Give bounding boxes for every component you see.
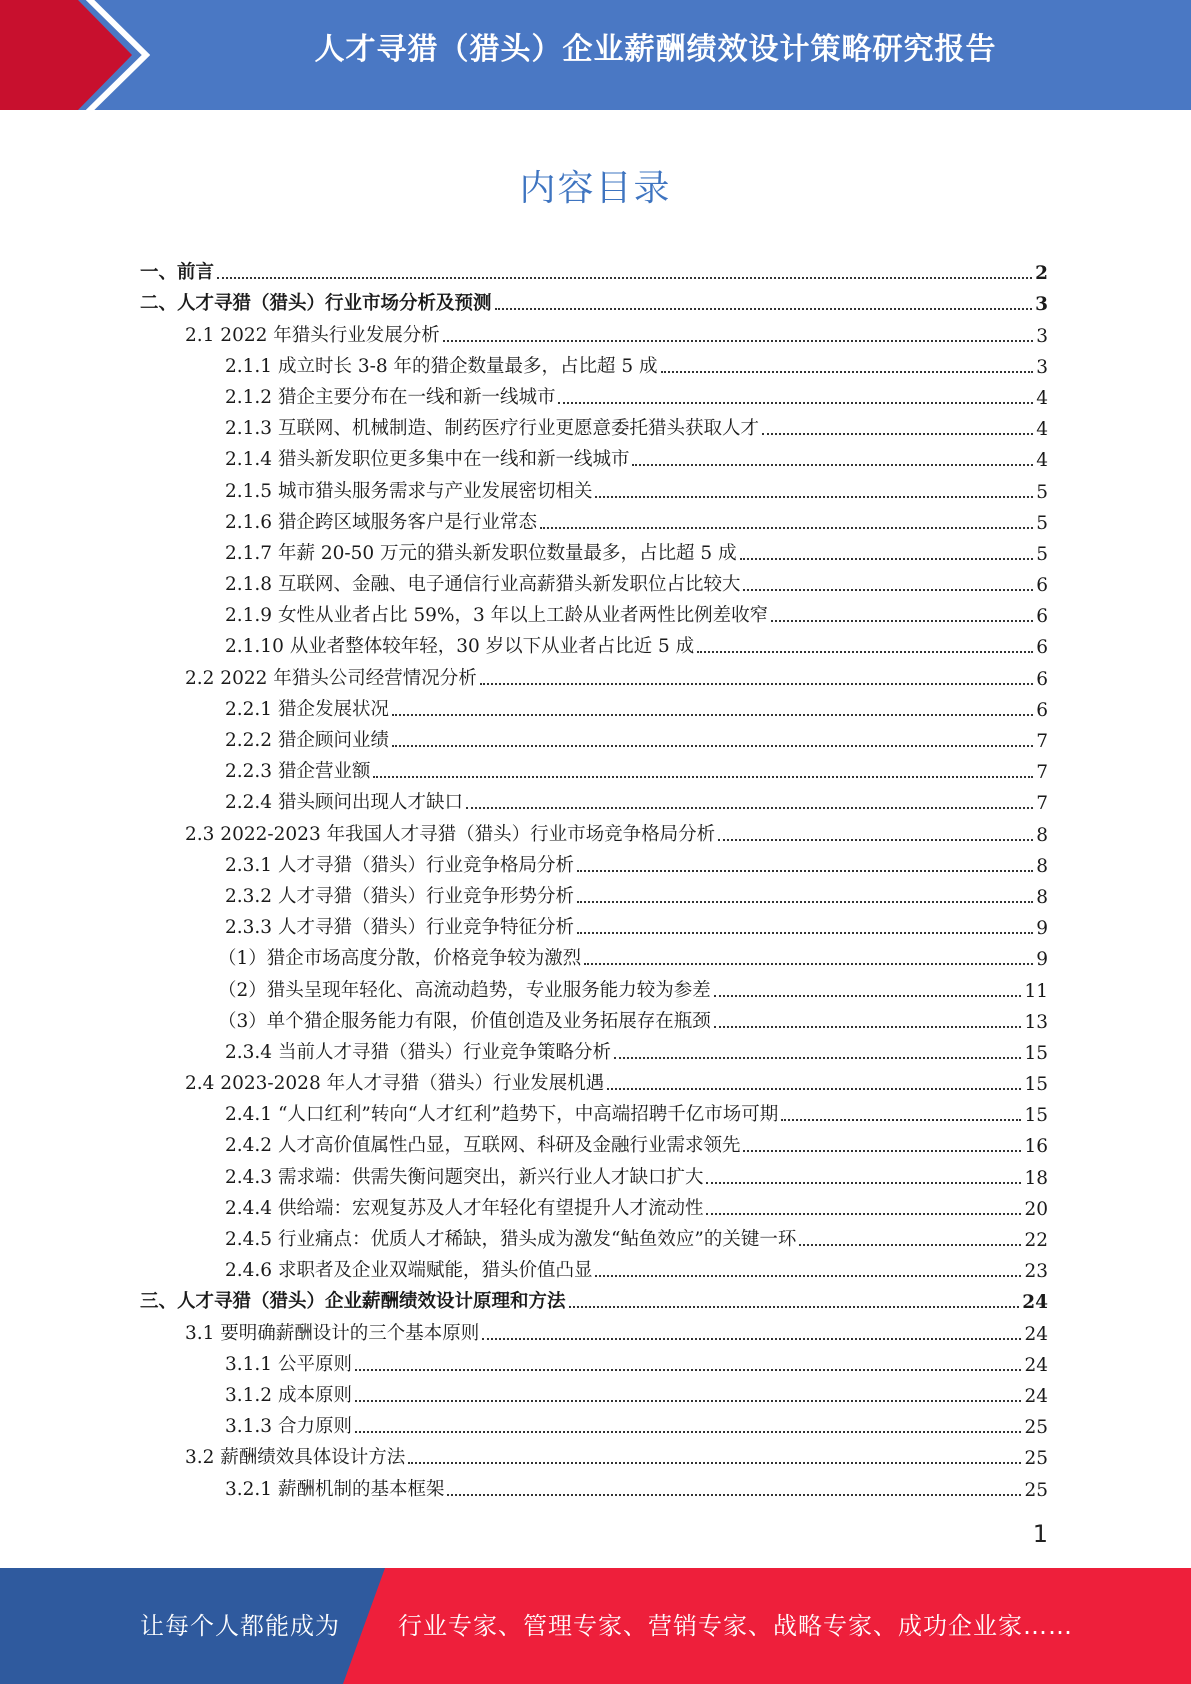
toc-entry[interactable] xyxy=(140,315,1048,346)
toc-entry-page: 8 xyxy=(1036,855,1048,877)
toc-entry-title: 2.4.3 需求端：供需失衡问题突出，新兴行业人才缺口扩大 xyxy=(225,1166,704,1188)
toc-entry-page: 4 xyxy=(1036,450,1048,472)
toc-entry[interactable] xyxy=(140,1469,1048,1500)
toc-dot-leader xyxy=(355,1369,1022,1371)
toc-entry-title: 2.1 2022 年猎头行业发展分析 xyxy=(185,324,440,346)
toc-entry-title: 3.1 要明确薪酬设计的三个基本原则 xyxy=(185,1322,480,1344)
toc-entry[interactable] xyxy=(140,658,1048,689)
toc-dot-leader xyxy=(595,496,1033,498)
toc-entry-page: 11 xyxy=(1024,980,1048,1002)
toc-dot-leader xyxy=(706,1182,1021,1184)
toc-entry-page: 3 xyxy=(1036,356,1048,378)
toc-dot-leader xyxy=(595,1275,1021,1277)
toc-entry[interactable] xyxy=(140,627,1048,658)
toc-dot-leader xyxy=(558,402,1033,404)
toc-dot-leader xyxy=(569,1306,1020,1308)
toc-entry[interactable] xyxy=(140,534,1048,565)
toc-entry-title: 2.1.4 猎头新发职位更多集中在一线和新一线城市 xyxy=(225,449,630,471)
toc-entry[interactable] xyxy=(140,1376,1048,1407)
toc-entry-page: 24 xyxy=(1024,1323,1048,1345)
table-of-contents xyxy=(140,253,1048,1501)
toc-dot-leader xyxy=(495,308,1033,310)
toc-dot-leader xyxy=(540,527,1033,529)
toc-entry-page: 5 xyxy=(1036,481,1048,503)
toc-entry[interactable] xyxy=(140,1095,1048,1126)
toc-entry[interactable] xyxy=(140,1157,1048,1188)
toc-entry-page: 23 xyxy=(1024,1261,1048,1283)
document-title: 人才寻猎（猎头）企业薪酬绩效设计策略研究报告 xyxy=(314,32,997,67)
toc-entry-page: 8 xyxy=(1036,886,1048,908)
toc-entry[interactable] xyxy=(140,814,1048,845)
toc-entry-title: 2.1.7 年薪 20-50 万元的猎头新发职位数量最多，占比超 5 成 xyxy=(225,542,737,564)
toc-entry-page: 4 xyxy=(1036,387,1048,409)
footer-slogan-right: 行业专家、管理专家、营销专家、战略专家、成功企业家…… xyxy=(398,1612,1073,1640)
toc-entry-page: 4 xyxy=(1036,419,1048,441)
toc-entry-title: 3.1.2 成本原则 xyxy=(225,1384,352,1406)
toc-entry[interactable] xyxy=(140,1313,1048,1344)
toc-entry-title: 3.2 薪酬绩效具体设计方法 xyxy=(185,1447,406,1469)
toc-entry-page: 24 xyxy=(1022,1292,1048,1314)
toc-entry-title: 2.2.4 猎头顾问出现人才缺口 xyxy=(225,792,463,814)
toc-dot-leader xyxy=(714,1026,1022,1028)
toc-entry[interactable] xyxy=(140,1126,1048,1157)
toc-dot-leader xyxy=(577,870,1033,872)
toc-dot-leader xyxy=(373,776,1033,778)
toc-entry[interactable] xyxy=(140,752,1048,783)
toc-entry-title: （3）单个猎企服务能力有限，价值创造及业务拓展存在瓶颈 xyxy=(218,1010,711,1032)
toc-entry[interactable] xyxy=(140,1438,1048,1469)
toc-dot-leader xyxy=(714,995,1022,997)
toc-entry-page: 5 xyxy=(1036,543,1048,565)
toc-entry-title: 2.3.4 当前人才寻猎（猎头）行业竞争策略分析 xyxy=(225,1041,611,1063)
toc-entry[interactable] xyxy=(140,1064,1048,1095)
toc-entry-page: 6 xyxy=(1036,699,1048,721)
toc-entry-title: 2.3.1 人才寻猎（猎头）行业竞争格局分析 xyxy=(225,854,574,876)
toc-entry-title: 2.3 2022-2023 年我国人才寻猎（猎头）行业市场竞争格局分析 xyxy=(185,823,716,845)
toc-entry[interactable] xyxy=(140,440,1048,471)
toc-entry-page: 7 xyxy=(1036,762,1048,784)
toc-entry-page: 7 xyxy=(1036,793,1048,815)
toc-entry[interactable] xyxy=(140,877,1048,908)
toc-entry[interactable] xyxy=(140,846,1048,877)
toc-entry-title: 2.2.2 猎企顾问业绩 xyxy=(225,730,389,751)
toc-dot-leader xyxy=(466,807,1033,809)
toc-entry-title: （1）猎企市场高度分散，价格竞争较为激烈 xyxy=(218,948,582,970)
toc-dot-leader xyxy=(217,277,1032,279)
toc-entry-page: 7 xyxy=(1036,731,1048,752)
toc-entry-page: 5 xyxy=(1036,512,1048,534)
toc-entry[interactable] xyxy=(140,347,1048,378)
toc-dot-leader xyxy=(480,683,1033,685)
toc-dot-leader xyxy=(607,1088,1021,1090)
toc-entry-title: 2.4 2023-2028 年人才寻猎（猎头）行业发展机遇 xyxy=(185,1073,605,1095)
toc-entry-page: 16 xyxy=(1024,1136,1048,1158)
toc-dot-leader xyxy=(743,1150,1021,1152)
toc-entry-page: 15 xyxy=(1024,1074,1048,1096)
page-footer xyxy=(0,1568,1191,1684)
toc-dot-leader xyxy=(447,1494,1021,1496)
toc-dot-leader xyxy=(584,963,1033,965)
toc-entry[interactable] xyxy=(140,908,1048,939)
toc-entry-page: 15 xyxy=(1024,1042,1048,1064)
toc-entry[interactable] xyxy=(140,783,1048,814)
toc-entry-page: 18 xyxy=(1024,1167,1048,1189)
header-arrow-decoration xyxy=(0,0,150,110)
toc-entry-title: 2.1.2 猎企主要分布在一线和新一线城市 xyxy=(225,386,556,408)
toc-dot-leader xyxy=(743,589,1033,591)
toc-entry-page: 3 xyxy=(1035,294,1048,316)
toc-entry[interactable] xyxy=(140,471,1048,502)
toc-dot-leader xyxy=(771,620,1033,622)
toc-dot-leader xyxy=(632,464,1033,466)
toc-dot-leader xyxy=(762,433,1033,435)
toc-entry[interactable] xyxy=(140,253,1048,284)
toc-entry-title: 2.1.10 从业者整体较年轻，30 岁以下从业者占比近 5 成 xyxy=(225,636,695,658)
toc-entry-title: 2.1.6 猎企跨区域服务客户是行业常态 xyxy=(225,511,537,533)
toc-entry-page: 6 xyxy=(1036,606,1048,628)
toc-entry-page: 6 xyxy=(1036,637,1048,659)
toc-entry-page: 24 xyxy=(1024,1385,1048,1407)
toc-entry[interactable] xyxy=(140,1220,1048,1251)
toc-dot-leader xyxy=(355,1400,1022,1402)
toc-entry-page: 25 xyxy=(1024,1417,1048,1439)
toc-entry-page: 9 xyxy=(1036,949,1048,971)
page-header xyxy=(0,0,1191,110)
toc-entry-title: 2.4.6 求职者及企业双端赋能，猎头价值凸显 xyxy=(225,1260,593,1282)
toc-entry[interactable] xyxy=(140,690,1048,721)
toc-dot-leader xyxy=(799,1244,1021,1246)
toc-entry-title: 2.1.9 女性从业者占比 59%，3 年以上工龄从业者两性比例差收窄 xyxy=(225,605,769,627)
toc-dot-leader xyxy=(392,745,1033,747)
toc-dot-leader xyxy=(355,1431,1022,1433)
toc-entry-title: 2.2.3 猎企营业额 xyxy=(225,761,371,783)
toc-entry[interactable] xyxy=(140,1407,1048,1438)
toc-entry-title: 2.4.2 人才高价值属性凸显，互联网、科研及金融行业需求领先 xyxy=(225,1135,741,1157)
toc-entry-title: 3.2.1 薪酬机制的基本框架 xyxy=(225,1478,445,1500)
toc-entry-page: 13 xyxy=(1024,1011,1048,1033)
toc-entry-page: 25 xyxy=(1024,1448,1048,1470)
toc-entry-page: 2 xyxy=(1035,263,1048,285)
toc-entry[interactable] xyxy=(140,721,1048,752)
toc-entry-title: 2.3.2 人才寻猎（猎头）行业竞争形势分析 xyxy=(225,885,574,907)
toc-entry[interactable] xyxy=(140,1033,1048,1064)
toc-entry-title: 2.2.1 猎企发展状况 xyxy=(225,698,389,720)
toc-entry[interactable] xyxy=(140,565,1048,596)
toc-entry-title: 2.3.3 人才寻猎（猎头）行业竞争特征分析 xyxy=(225,917,574,939)
toc-entry-title: 2.4.4 供给端：宏观复苏及人才年轻化有望提升人才流动性 xyxy=(225,1197,704,1219)
toc-entry[interactable] xyxy=(140,409,1048,440)
toc-entry[interactable] xyxy=(140,939,1048,970)
toc-entry-title: 2.2 2022 年猎头公司经营情况分析 xyxy=(185,667,477,689)
toc-entry[interactable] xyxy=(140,1282,1048,1313)
toc-dot-leader xyxy=(577,901,1033,903)
toc-dot-leader xyxy=(443,340,1033,342)
toc-entry-page: 3 xyxy=(1036,325,1048,347)
toc-entry[interactable] xyxy=(140,1345,1048,1376)
toc-dot-leader xyxy=(718,839,1033,841)
toc-entry-title: 3.1.1 公平原则 xyxy=(225,1353,352,1375)
toc-dot-leader xyxy=(697,651,1033,653)
toc-entry-title: 二、人才寻猎（猎头）行业市场分析及预测 xyxy=(140,293,492,315)
footer-slogan-left: 让每个人都能成为 xyxy=(140,1612,340,1640)
toc-entry-page: 22 xyxy=(1024,1230,1048,1251)
toc-dot-leader xyxy=(781,1119,1021,1121)
toc-entry-title: 三、人才寻猎（猎头）企业薪酬绩效设计原理和方法 xyxy=(140,1291,566,1313)
toc-dot-leader xyxy=(614,1057,1021,1059)
toc-dot-leader xyxy=(740,558,1034,560)
toc-entry[interactable] xyxy=(140,378,1048,409)
toc-entry-page: 24 xyxy=(1024,1354,1048,1376)
toc-dot-leader xyxy=(482,1338,1021,1340)
toc-entry-page: 15 xyxy=(1024,1105,1048,1127)
toc-dot-leader xyxy=(392,714,1033,716)
toc-entry-title: （2）猎头呈现年轻化、高流动趋势，专业服务能力较为参差 xyxy=(218,979,711,1001)
toc-entry-title: 2.4.1 “人口红利”转向“人才红利”趋势下，中高端招聘千亿市场可期 xyxy=(225,1104,779,1126)
toc-heading: 内容目录 xyxy=(519,168,672,209)
toc-dot-leader xyxy=(706,1213,1021,1215)
toc-entry[interactable] xyxy=(140,284,1048,315)
toc-entry[interactable] xyxy=(140,1251,1048,1282)
toc-entry-title: 3.1.3 合力原则 xyxy=(225,1416,352,1438)
toc-entry-title: 2.1.3 互联网、机械制造、制药医疗行业更愿意委托猎头获取人才 xyxy=(225,418,759,440)
toc-entry-title: 2.1.5 城市猎头服务需求与产业发展密切相关 xyxy=(225,480,593,502)
toc-entry-title: 2.1.1 成立时长 3-8 年的猎企数量最多，占比超 5 成 xyxy=(225,355,658,377)
toc-entry[interactable] xyxy=(140,503,1048,534)
toc-entry[interactable] xyxy=(140,1002,1048,1033)
page-number: 1 xyxy=(1032,1520,1048,1548)
toc-entry-title: 一、前言 xyxy=(140,262,215,284)
toc-entry[interactable] xyxy=(140,970,1048,1001)
toc-entry-page: 6 xyxy=(1036,668,1048,690)
toc-dot-leader xyxy=(408,1462,1021,1464)
toc-entry-title: 2.1.8 互联网、金融、电子通信行业高薪猎头新发职位占比较大 xyxy=(225,574,741,596)
toc-dot-leader xyxy=(577,932,1033,934)
toc-entry-page: 6 xyxy=(1036,575,1048,597)
toc-entry-title: 2.4.5 行业痛点：优质人才稀缺，猎头成为激发“鲇鱼效应”的关键一环 xyxy=(225,1229,797,1250)
toc-dot-leader xyxy=(661,371,1034,373)
toc-entry-page: 25 xyxy=(1024,1479,1048,1501)
toc-entry-page: 8 xyxy=(1036,824,1048,846)
toc-entry-page: 9 xyxy=(1036,918,1048,940)
toc-entry[interactable] xyxy=(140,1189,1048,1220)
toc-entry[interactable] xyxy=(140,596,1048,627)
toc-entry-page: 20 xyxy=(1024,1198,1048,1220)
